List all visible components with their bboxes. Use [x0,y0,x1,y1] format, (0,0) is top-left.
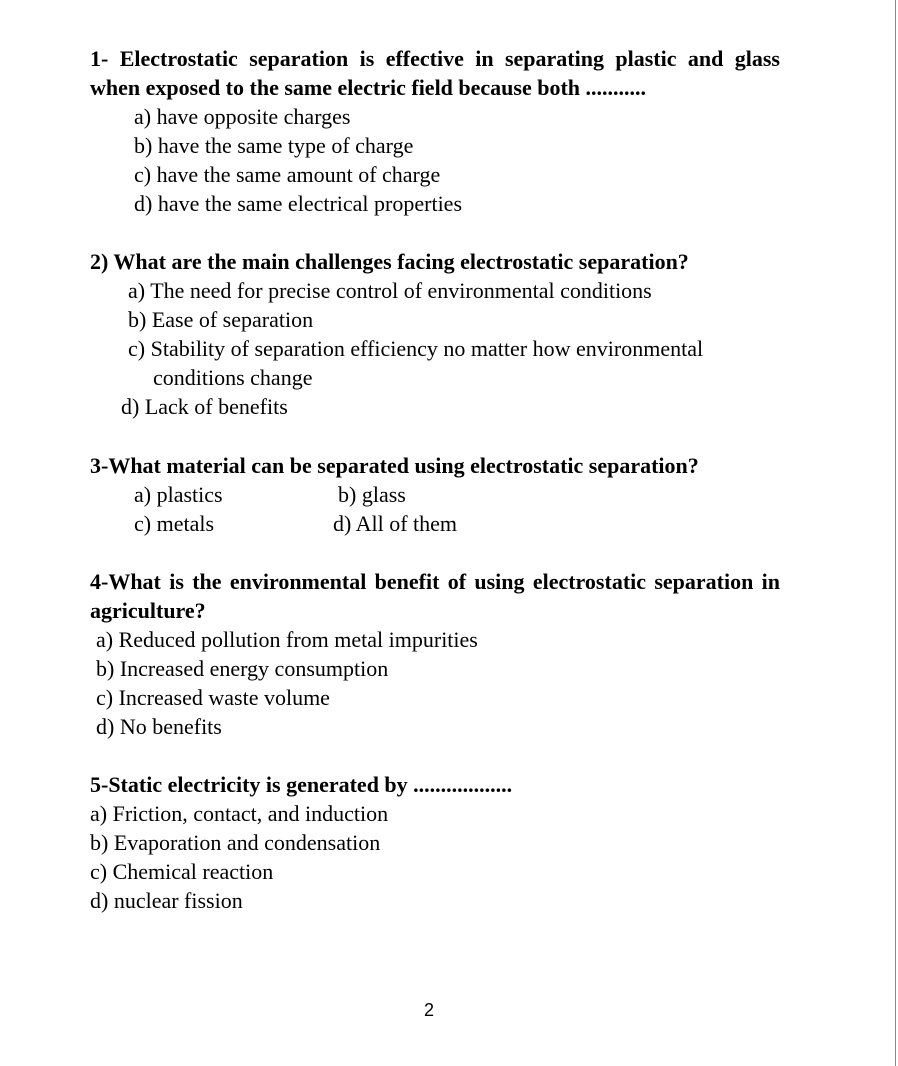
question-2-option-c: c) Stability of separation efficiency no matter how environmental conditions change [128,336,704,390]
question-5-option-b: b) Evaporation and condensation [90,830,381,855]
question-1-option-c: c) have the same amount of charge [134,162,441,187]
question-5-option-d: d) nuclear fission [90,888,243,913]
question-5 [90,770,780,915]
question-3-option-b: b) glass [338,482,406,507]
question-5-option-c: c) Chemical reaction [90,859,274,884]
question-2-title: 2) What are the main challenges facing electrostatic separation? [90,249,689,274]
question-4-option-a: a) Reduced pollution from metal impurities [96,627,478,652]
question-3-option-a: a) plastics [134,482,223,507]
question-4-option-c: c) Increased waste volume [96,685,330,710]
question-2 [90,247,780,421]
question-5-option-a: a) Friction, contact, and induction [90,801,389,826]
page-edge-border [895,0,896,1066]
question-3-option-d: d) All of them [333,511,458,536]
page-number: 2 [423,1000,434,1020]
question-1-option-b: b) have the same type of charge [134,133,414,158]
question-3 [90,451,780,538]
question-3-option-row-1 [90,480,780,509]
question-4-option-d: d) No benefits [96,714,222,739]
question-2-option-d: d) Lack of benefits [121,394,288,419]
question-2-option-a: a) The need for precise control of environmental conditions [128,278,652,303]
question-3-option-row-2 [90,509,780,538]
question-4-option-b: b) Increased energy consumption [96,656,389,681]
question-1-title: 1- Electrostatic separation is effective in separating plastic and glass when exposed to the same electric field because both ........... [90,46,780,100]
question-4 [90,567,780,741]
question-1 [90,44,780,218]
question-1-option-d: d) have the same electrical properties [134,191,463,216]
question-2-option-b: b) Ease of separation [128,307,314,332]
question-3-option-c: c) metals [134,511,215,536]
question-1-option-a: a) have opposite charges [134,104,351,129]
question-4-title: 4-What is the environmental benefit of using electrostatic separation in agriculture? [90,569,780,623]
question-5-title: 5-Static electricity is generated by .................. [90,772,513,797]
question-3-title: 3-What material can be separated using electrostatic separation? [90,453,699,478]
